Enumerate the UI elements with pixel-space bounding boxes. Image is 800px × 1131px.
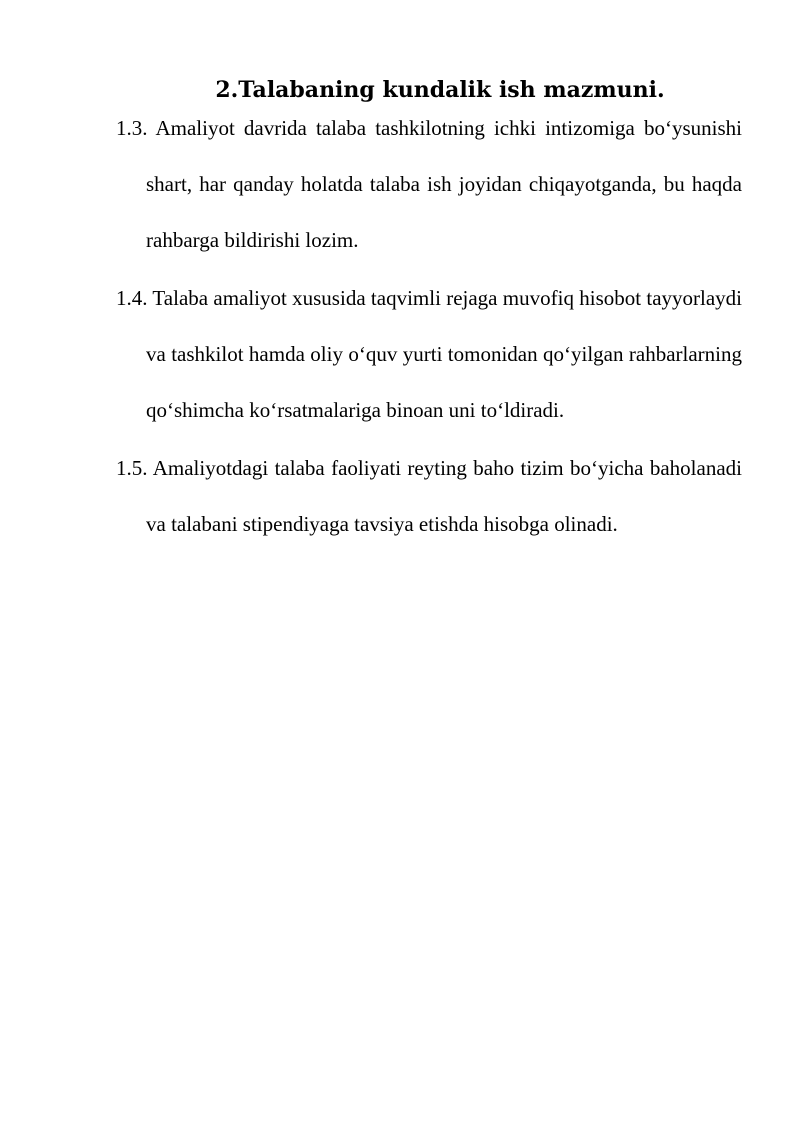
list-item [116,100,742,268]
item-number: 1.3. [116,116,156,140]
list-item [116,270,742,438]
section-heading: 2.Talabaning kundalik ish mazmuni. [215,77,665,103]
item-text: Amaliyot davrida talaba tashkilotning ichki intizomiga bo‘ysunishi shart, har qanday holatda talaba ish joyidan chiqayotganda, bu haqda rahbarga bildirishi lozim. [146,116,742,252]
item-text: Amaliyotdagi talaba faoliyati reyting baho tizim bo‘yicha baholanadi va talabani stipendiyaga tavsiya etishda hisobga olinadi. [146,456,742,536]
item-number: 1.4. [116,286,153,310]
item-number: 1.5. [116,456,153,480]
item-text: Talaba amaliyot xususida taqvimli rejaga muvofiq hisobot tayyorlaydi va tashkilot hamda oliy o‘quv yurti tomonidan qo‘yilgan rahbarlarning qo‘shimcha ko‘rsatmalariga binoan uni to‘ldiradi. [146,286,743,422]
numbered-list [116,100,742,554]
list-item [116,440,742,552]
